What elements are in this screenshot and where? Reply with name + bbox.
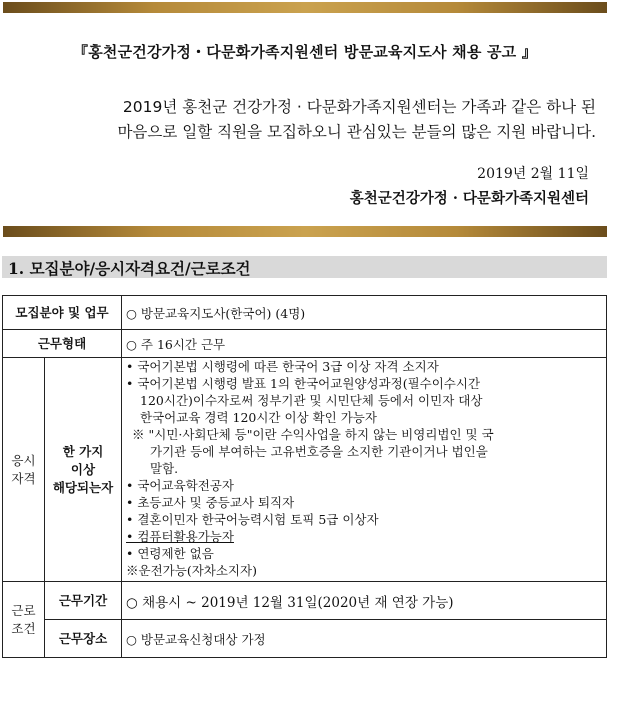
- qualification-list: [122, 358, 607, 582]
- notice-date: 2019년 2월 11일: [477, 166, 589, 182]
- place-label: 근무장소: [45, 620, 122, 658]
- qualification-sub-line: 이상: [70, 461, 96, 477]
- list-item: • 초등교사 및 중등교사 퇴직자: [126, 495, 295, 510]
- list-item: 말함.: [150, 461, 179, 476]
- notice-body-line: 2019년 홍천군 건강가정 · 다문화가족지원센터는 가족과 같은 하나 된: [122, 98, 596, 116]
- list-item: • 국어기본법 시행령 발표 1의 한국어교원양성과정(필수이수시간: [126, 376, 481, 391]
- recruitment-table: [2, 295, 607, 658]
- list-item: • 컴퓨터활용가능자: [126, 529, 234, 544]
- field-value: ○ 방문교육지도사(한국어) (4명): [122, 296, 607, 330]
- work-conditions-label: [3, 582, 45, 658]
- qualification-label-line: 응시: [11, 452, 36, 468]
- list-item: 가기관 등에 부여하는 고유번호증을 소지한 기관이거나 법인을: [150, 444, 488, 459]
- table-row: [3, 620, 607, 658]
- list-item: • 결혼이민자 한국어능력시험 토픽 5급 이상자: [126, 512, 379, 527]
- list-item: • 국어교육학전공자: [126, 478, 234, 493]
- section-title: 1. 모집분야/응시자격요건/근로조건: [8, 259, 251, 278]
- table-row: [3, 582, 607, 620]
- table-row: [3, 358, 607, 582]
- period-value: ○ 채용시 ~ 2019년 12월 31일(2020년 재 연장 가능): [122, 582, 607, 620]
- list-item: ※ "시민·사회단체 등"이란 수익사업을 하지 않는 비영리법인 및 국: [132, 427, 494, 442]
- list-item: ※운전가능(자차소지자): [126, 563, 257, 578]
- qualification-sub-line: 한 가지: [62, 443, 104, 459]
- work-conditions-label-line: 근로: [11, 602, 36, 618]
- notice-body-line: 마음으로 일할 직원을 모집하오니 관심있는 분들의 많은 지원 바랍니다.: [117, 123, 596, 141]
- notice-box: [3, 13, 607, 226]
- notice-title: 『홍천군건강가정・다문화가족지원센터 방문교육지도사 채용 공고 』: [73, 43, 537, 61]
- field-label: 모집분야 및 업무: [3, 296, 122, 330]
- type-value: ○ 주 16시간 근무: [122, 330, 607, 358]
- notice-organization: 홍천군건강가정 · 다문화가족지원센터: [349, 190, 589, 207]
- table-row: [3, 296, 607, 330]
- type-label: 근무형태: [3, 330, 122, 358]
- notice-body: [41, 95, 596, 145]
- place-value: ○ 방문교육신청대상 가정: [122, 620, 607, 658]
- list-item: • 연령제한 없음: [126, 546, 214, 561]
- list-item: 한국어교육 경력 120시간 이상 확인 가능자: [140, 410, 377, 425]
- period-label: 근무기간: [45, 582, 122, 620]
- qualification-sub-line: 해당되는자: [52, 479, 114, 495]
- list-item: • 국어기본법 시행령에 따른 한국어 3급 이상 자격 소지자: [126, 359, 439, 374]
- qualification-sub-label: [45, 358, 122, 582]
- qualification-label: [3, 358, 45, 582]
- work-conditions-label-line: 조건: [11, 620, 36, 636]
- qualification-label-line: 자격: [11, 470, 36, 486]
- section-header: [2, 256, 607, 278]
- notice-bottom-border: [3, 226, 607, 237]
- table-row: [3, 330, 607, 358]
- list-item: 120시간)이수자로써 정부기관 및 시민단체 등에서 이민자 대상: [140, 393, 483, 408]
- notice-top-border: [3, 2, 607, 13]
